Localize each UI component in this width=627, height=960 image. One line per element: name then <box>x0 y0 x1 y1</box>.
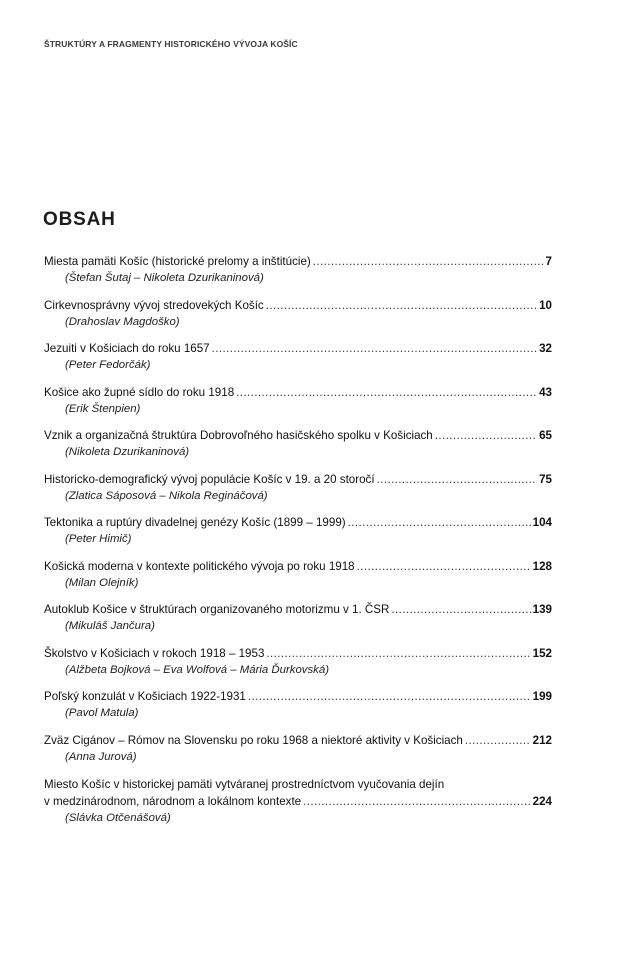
toc-entry-authors: (Milan Olejník) <box>65 576 139 589</box>
dot-leader <box>391 602 530 618</box>
toc-entry <box>44 254 552 287</box>
toc-entry-page: 199 <box>532 690 552 703</box>
toc-entry-authors: (Pavol Matula) <box>65 707 139 719</box>
toc-entry <box>44 341 552 374</box>
toc-entry-page: 10 <box>539 298 552 312</box>
toc-entry-title: Tektonika a ruptúry divadelnej genézy Košíc (1899 – 1999) <box>44 516 346 529</box>
toc-entry-title: Poľský konzulát v Košiciach 1922-1931 <box>44 690 246 703</box>
dot-leader <box>266 298 537 314</box>
toc-entry-page: 152 <box>532 646 552 660</box>
toc-entry-page: 212 <box>532 733 552 747</box>
toc-entry <box>44 559 552 592</box>
toc-entry-line <box>44 298 552 314</box>
toc-entry-title: Košická moderna v kontexte politického vývoja po roku 1918 <box>44 559 355 573</box>
toc-entry-authors: (Peter Himič) <box>65 533 132 545</box>
toc-entry-authors: (Erik Štenpien) <box>65 402 141 415</box>
toc-entry <box>44 776 552 827</box>
toc-entry-authors: (Štefan Šutaj – Nikoleta Dzurikaninová) <box>65 272 264 284</box>
toc-entry-authors: (Anna Jurová) <box>65 750 137 763</box>
toc-entry-line <box>44 385 552 401</box>
dot-leader <box>266 646 530 662</box>
toc-entry-title: Jezuiti v Košiciach do roku 1657 <box>44 342 210 355</box>
toc-entry-page: 7 <box>545 255 552 268</box>
dot-leader <box>377 472 538 488</box>
toc-entry-title: Vznik a organizačná štruktúra Dobrovoľného hasičského spolku v Košiciach <box>44 429 433 442</box>
dot-leader <box>303 794 531 810</box>
toc-entry <box>44 602 552 635</box>
toc-entry-title-line1: Miesto Košíc v historickej pamäti vytváranej prostredníctvom vyučovania dejín <box>44 778 445 791</box>
dot-leader <box>236 385 537 401</box>
toc-entry-page: 65 <box>539 429 552 442</box>
dot-leader <box>357 559 531 575</box>
toc-entry-authors: (Slávka Otčenášová) <box>65 812 171 824</box>
toc-entry <box>44 646 552 679</box>
toc-entry-line <box>44 646 552 662</box>
toc-entry-title: Miesta pamäti Košíc (historické prelomy a inštitúcie) <box>44 255 311 268</box>
dot-leader <box>465 733 531 749</box>
toc-entry <box>44 515 552 548</box>
toc-entry <box>44 689 552 722</box>
toc-entry-authors: (Mikuláš Jančura) <box>65 620 155 632</box>
dot-leader <box>248 689 531 705</box>
toc-entry-line <box>44 733 552 749</box>
toc-entry <box>44 428 552 461</box>
toc-entry-page: 139 <box>532 603 552 616</box>
toc-entry <box>44 472 552 505</box>
toc-entry-authors: (Peter Fedorčák) <box>65 359 151 371</box>
toc-entry-line <box>44 254 552 270</box>
toc-entry-line <box>44 602 552 618</box>
toc-entry <box>44 298 552 331</box>
toc-entry-line <box>44 794 552 810</box>
toc-entry-line <box>44 515 552 531</box>
toc-heading: OBSAH <box>43 209 116 230</box>
toc-entry-line <box>44 341 552 357</box>
toc-entry-authors: (Alžbeta Bojková – Eva Wolfová – Mária Ďurkovská) <box>65 663 329 676</box>
dot-leader <box>212 341 537 357</box>
toc-entry-title: Košice ako župné sídlo do roku 1918 <box>44 385 235 399</box>
dot-leader <box>435 428 537 444</box>
toc-entry-page: 104 <box>532 516 552 529</box>
toc-entry-line <box>44 472 552 488</box>
toc-entry-page: 43 <box>539 385 552 399</box>
dot-leader <box>348 515 531 531</box>
toc-entry-line <box>44 689 552 705</box>
dot-leader <box>313 254 544 270</box>
toc-entry-page: 224 <box>532 795 552 808</box>
toc-entry-title: Autoklub Košice v štruktúrach organizovaného motorizmu v 1. ČSR <box>44 603 390 616</box>
toc-entry-title: v medzinárodnom, národnom a lokálnom kontexte <box>44 795 302 808</box>
toc-entry-title: Školstvo v Košiciach v rokoch 1918 – 1953 <box>44 646 265 660</box>
toc-entry-page: 128 <box>532 559 552 573</box>
toc-entry-line <box>44 559 552 575</box>
toc-entry <box>44 733 552 766</box>
toc-entry-line <box>44 428 552 444</box>
toc-entry <box>44 385 552 418</box>
toc-entry-authors: (Zlatica Sáposová – Nikola Regináčová) <box>65 489 268 502</box>
toc-entry-page: 32 <box>539 342 552 355</box>
table-of-contents <box>44 254 552 838</box>
running-head: ŠTRUKTÚRY A FRAGMENTY HISTORICKÉHO VÝVOJA KOŠÍC <box>44 39 298 49</box>
toc-entry-authors: (Drahoslav Magdoško) <box>65 315 180 328</box>
toc-entry-authors: (Nikoleta Dzurikaninová) <box>65 446 190 458</box>
toc-entry-title: Historicko-demografický vývoj populácie Košíc v 19. a 20 storočí <box>44 472 375 486</box>
toc-entry-title: Zväz Cigánov – Rómov na Slovensku po roku 1968 a niektoré aktivity v Košiciach <box>44 733 463 747</box>
toc-entry-title: Cirkevnosprávny vývoj stredovekých Košíc <box>44 298 264 312</box>
toc-entry-page: 75 <box>539 472 552 486</box>
